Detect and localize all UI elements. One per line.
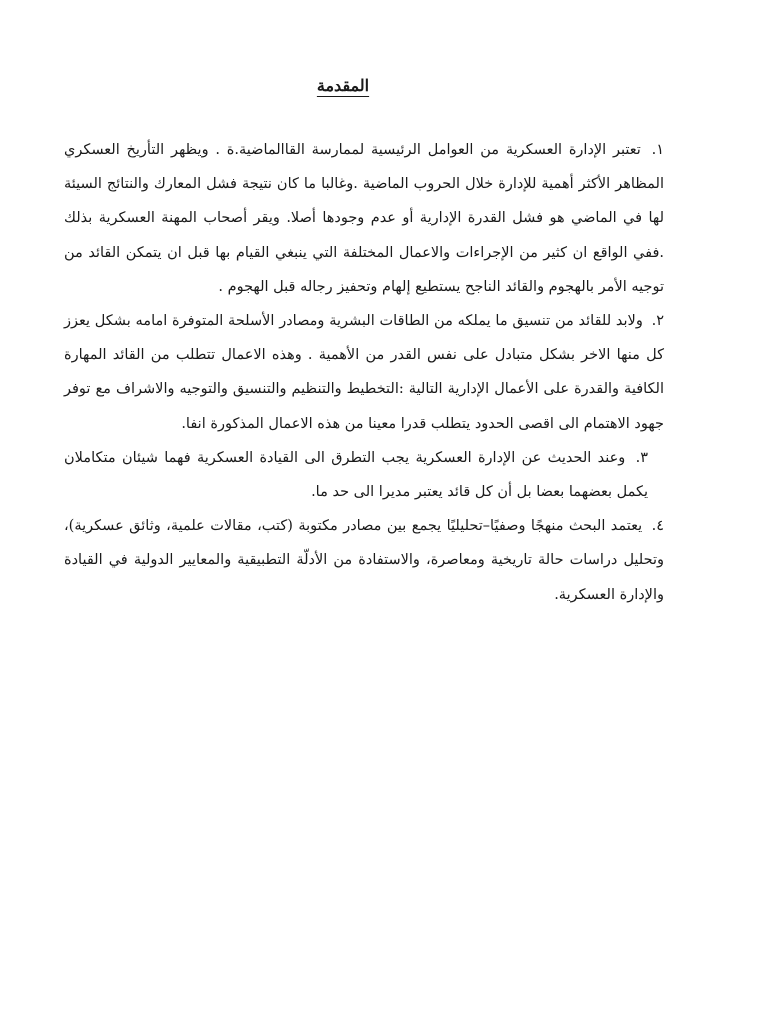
paragraph-number: ١.: [651, 142, 664, 158]
paragraph-text: ولابد للقائد من تنسيق ما يملكه من الطاقات البشرية ومصادر الأسلحة المتوفرة امامه بشكل يعزز كل منها الاخر بشكل متبادل على نفس القدر من الأهمية . وهذه الاعمال تتطلب من القائد المهارة الكافية والقدرة على الأعمال الإدارية التالية :التخطيط والتنظيم والتنسيق والتوجيه والاشراف مع توفر جهود الاهتمام الى اقصى الحدود يتطلب قدرا معينا من هذه الاعمال المذكورة انفا.: [64, 313, 664, 432]
document-body: [64, 133, 664, 612]
paragraph-number: ٣.: [635, 449, 648, 466]
paragraph-text: يعتمد البحث منهجًا وصفيًا–تحليليًا يجمع بين مصادر مكتوبة (كتب، مقالات علمية، وثائق عسكرية)، وتحليل دراسات حالة تاريخية ومعاصرة، والاستفادة من الأدلّة التطبيقية والمعايير الدولية في القيادة والإدارة العسكرية.: [64, 518, 664, 603]
paragraph-number: ٤.: [651, 518, 664, 535]
paragraph-3: [64, 441, 664, 509]
page-title: المقدمة: [316, 76, 370, 95]
paragraph-text: وعند الحديث عن الإدارة العسكرية يجب التطرق الى القيادة العسكرية فهما شيئان متكاملان يكمل بعضهما بعضا بل أن كل قائد يعتبر مديرا الى حد ما.: [64, 449, 648, 501]
paragraph-2: [64, 304, 664, 441]
paragraph-number: ٢.: [651, 313, 665, 330]
paragraph-4: [64, 509, 664, 612]
paragraph-text: تعتبر الإدارة العسكرية من العوامل الرئيسية لممارسة القاالماضية.ة . ويظهر التأريخ العسكري المظاهر الأكثر أهمية للإدارة خلال الحروب الماضية .وغالبا ما كان نتيجة فشل المعارك والنتائج السيئة لها في الماضي هو فشل القدرة الإدارية أو عدم وجودها أصلا. ويقر أصحاب المهنة العسكرية بذلك .ففي الواقع ان كثير من الإجراءات والاعمال المختلفة التي ينبغي القيام بها قبل ان يتمكن القائد من توجيه الأمر بالهجوم والقائد الناجح يستطيع إلهام وتحفيز رجاله قبل الهجوم .: [64, 142, 664, 295]
paragraph-1: [64, 133, 664, 304]
